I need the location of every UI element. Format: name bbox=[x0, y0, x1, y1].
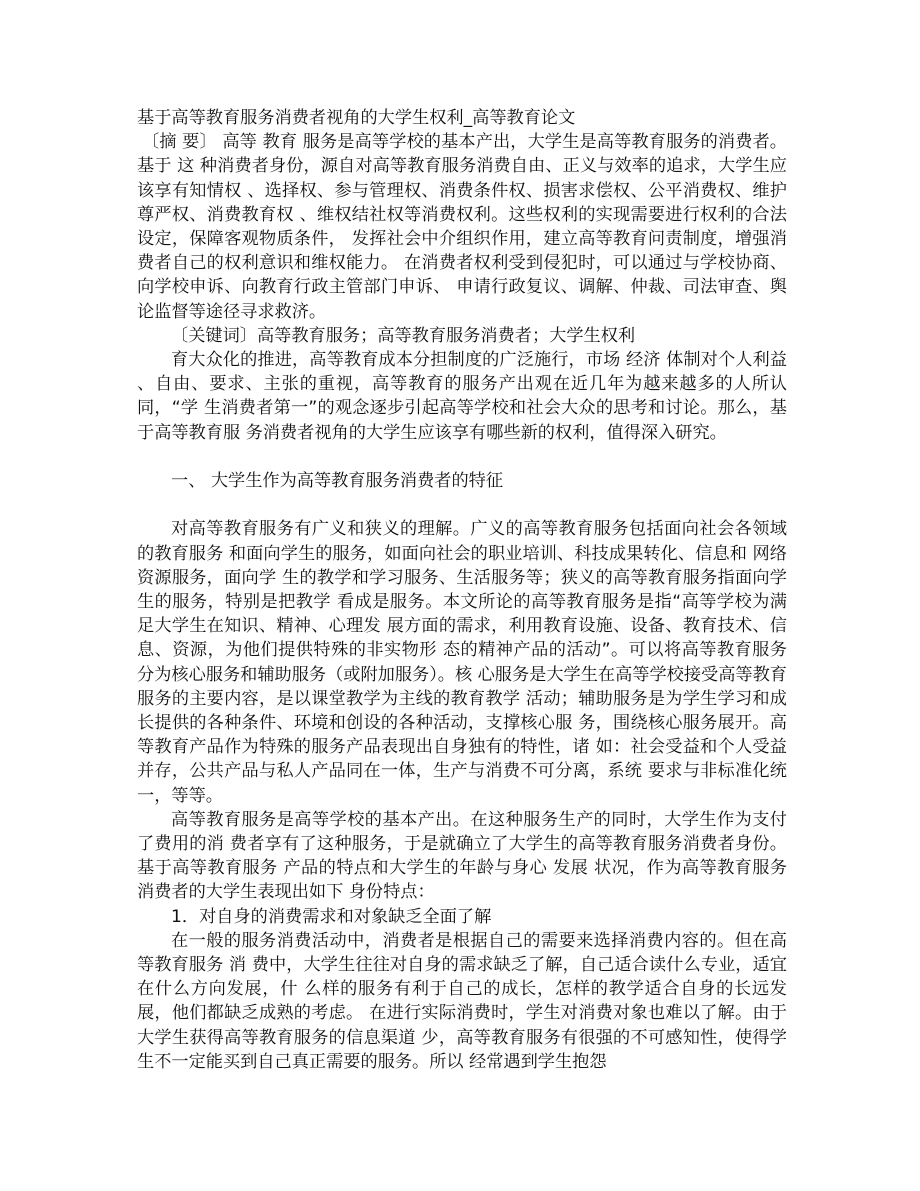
subsection-heading: 1．对自身的消费需求和对象缺乏全面了解 bbox=[171, 906, 492, 927]
abstract-paragraph: 〔摘 要〕 高等 教育 服务是高等学校的基本产出，大学生是高等教育服务的消费者。基于 这 种消费者身份，源自对高等教育服务消费自由、正义与效率的追求，大学生应该享有知情权 、选择权、参与管理权、消费条件权、损害求偿权、公平消费权、维护尊严权、消费教育权 、维权结社权等消费权利。这些权利的实现需要进行权利的合法设定，保障客观物质条件， 发挥社会中介组织作用，建立高等教育问责制度，增强消费者自己的权利意识和维权能力。 在消费者权利受到侵犯时，可以通过与学校协商、向学校申诉、向教育行政主管部门申诉、 申请行政复议、调解、仲裁、司法审查、舆论监督等途径寻求救济。 bbox=[137, 132, 787, 322]
keywords-paragraph: 〔关键词〕高等教育服务；高等教育服务消费者；大学生权利 bbox=[171, 325, 636, 346]
intro-paragraph: 育大众化的推进，高等教育成本分担制度的广泛施行，市场 经济 体制对个人利益 、自由、要求、主张的重视，高等教育的服务产出观在近几年为越来越多的人所认同，“学 生消费者第一”的观念逐步引起高等学校和社会大众的思考和讨论。那么，基于高等教育服 务消费者视角的大学生应该享有哪些新的权利，值得深入研究。 bbox=[137, 350, 787, 443]
body-paragraph: 对高等教育服务有广义和狭义的理解。广义的高等教育服务包括面向社会各领域的教育服务 和面向学生的服务，如面向社会的职业培训、科技成果转化、信息和 网络 资源服务，面向学 生的教学和学习服务、生活服务等；狭义的高等教育服务指面向学生的服务，特别是把教学 看成是服务。本文所论的高等教育服务是指“高等学校为满足大学生在知识、精神、心理发 展方面的需求，利用教育设施、设备、教育技术、信息、资源，为他们提供特殊的非实物形 态的精神产品的活动”。可以将高等教育服务分为核心服务和辅助服务（或附加服务）。核 心服务是大学生在高等学校接受高等教育服务的主要内容，是以课堂教学为主线的教育教学 活动；辅助服务是为学生学习和成长提供的各种条件、环境和创设的各种活动，支撑核心服 务，围绕核心服务展开。高等教育产品作为特殊的服务产品表现出自身独有的特性，诸 如：社会受益和个人受益并存，公共产品与私人产品同在一体，生产与消费不可分离，系统 要求与非标准化统一，等等。 bbox=[137, 519, 787, 806]
document-title: 基于高等教育服务消费者视角的大学生权利_高等教育论文 bbox=[137, 108, 576, 128]
body-paragraph: 高等教育服务是高等学校的基本产出。在这种服务生产的同时，大学生作为支付了费用的消 费者享有了这种服务，于是就确立了大学生的高等教育服务消费者身份。基于高等教育服务 产品的特点和大学生的年龄与身心 发展 状况，作为高等教育服务消费者的大学生表现出如下 身份特点： bbox=[137, 809, 787, 903]
section-heading: 一、 大学生作为高等教育服务消费者的特征 bbox=[171, 471, 504, 492]
body-paragraph: 在一般的服务消费活动中，消费者是根据自己的需要来选择消费内容的。但在高等教育服务 消 费中，大学生往往对自身的需求缺乏了解，自己适合读什么专业，适宜在什么方向发展，什 么样的服务有利于自己的成长，怎样的教学适合自身的长远发展，他们都缺乏成熟的考虑。 在进行实际消费时，学生对消费对象也难以了解。由于大学生获得高等教育服务的信息渠道 少，高等教育服务有很强的不可感知性，使得学生不一定能买到自己真正需要的服务。所以 经常遇到学生抱怨 bbox=[137, 930, 787, 1072]
document-body bbox=[137, 106, 787, 1074]
